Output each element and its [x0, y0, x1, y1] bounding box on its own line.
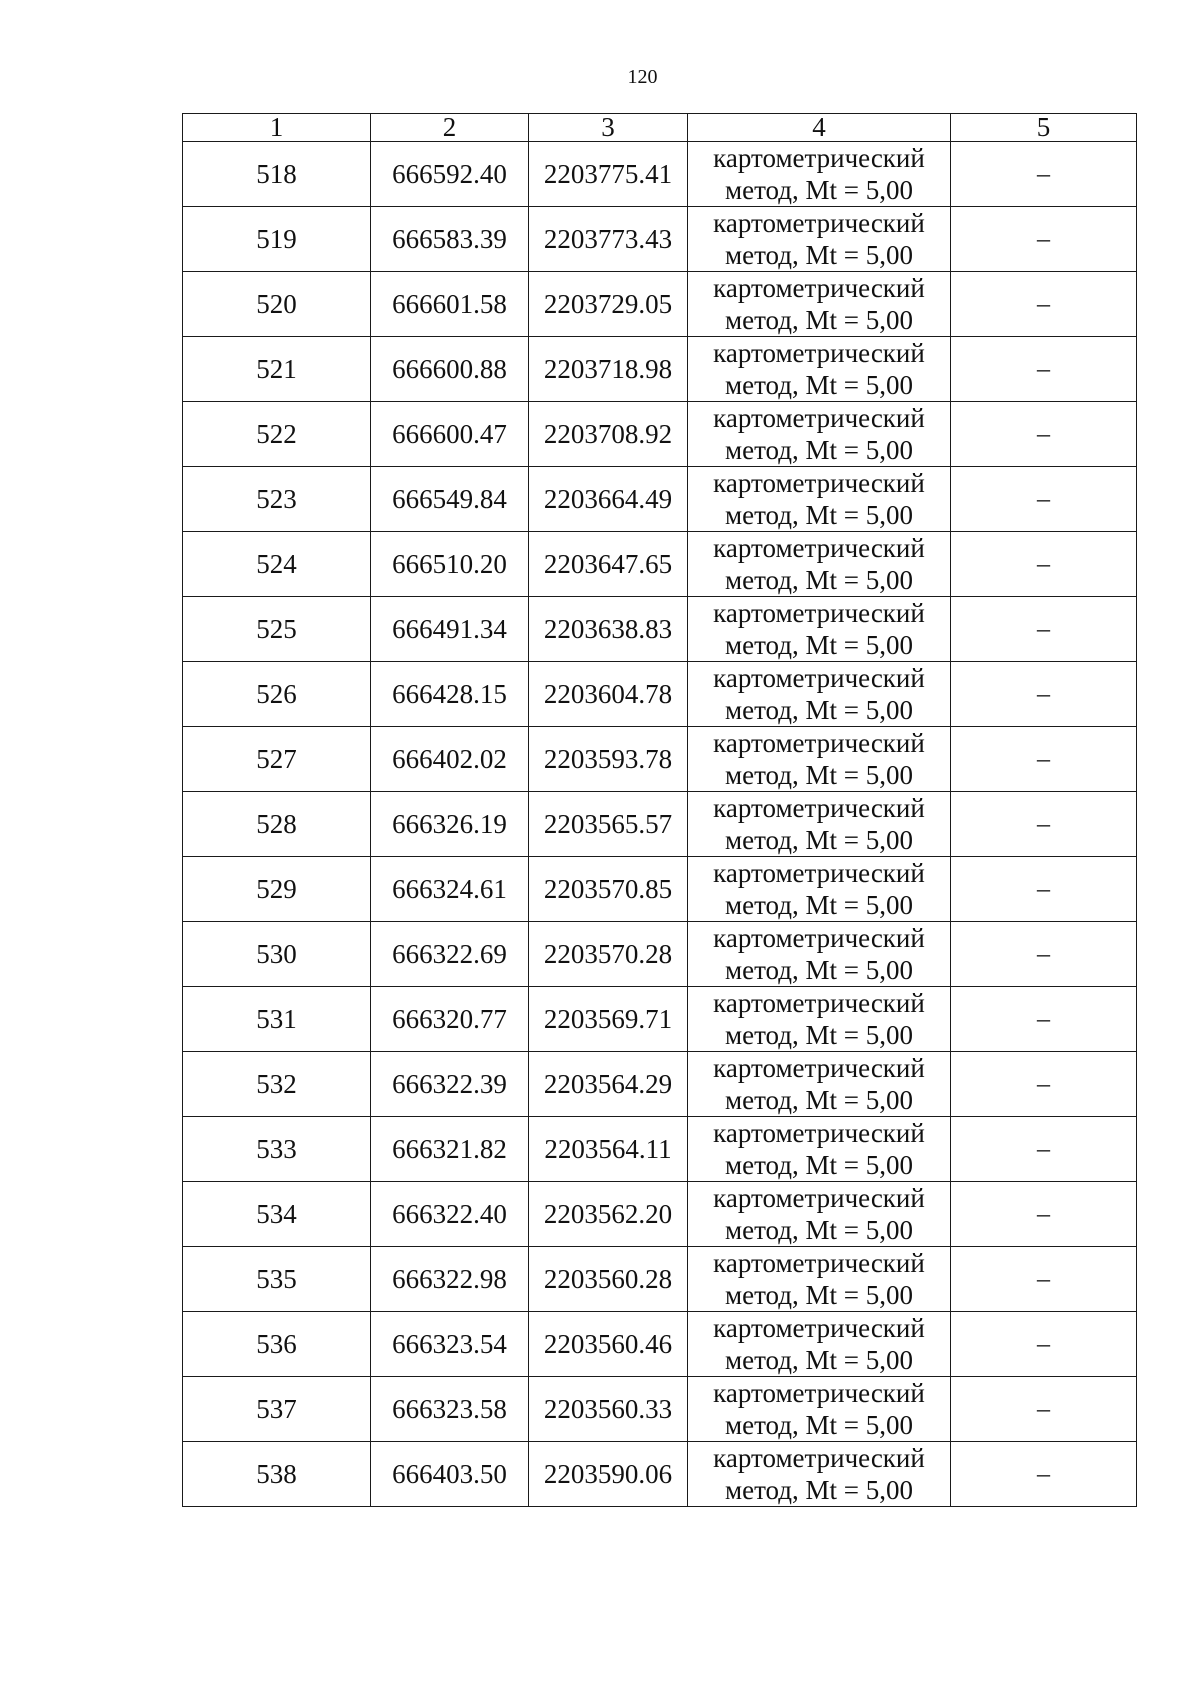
table-row: [183, 272, 1137, 337]
note-cell: –: [951, 467, 1137, 532]
method-line-2: метод, Mt = 5,00: [725, 1150, 913, 1180]
method-line-2: метод, Mt = 5,00: [725, 370, 913, 400]
x-coordinate-cell: 666326.19: [371, 792, 529, 857]
method-line-2: метод, Mt = 5,00: [725, 565, 913, 595]
method-cell: [688, 272, 951, 337]
method-line-1: картометрический: [713, 403, 925, 433]
method-line-1: картометрический: [713, 143, 925, 173]
y-coordinate-cell: 2203570.28: [529, 922, 688, 987]
y-coordinate-cell: 2203562.20: [529, 1182, 688, 1247]
method-cell: [688, 987, 951, 1052]
method-line-2: метод, Mt = 5,00: [725, 695, 913, 725]
point-number-cell: 525: [183, 597, 371, 662]
table-row: [183, 1377, 1137, 1442]
point-number-cell: 528: [183, 792, 371, 857]
table-row: [183, 402, 1137, 467]
method-cell: [688, 792, 951, 857]
method-line-2: метод, Mt = 5,00: [725, 1475, 913, 1505]
y-coordinate-cell: 2203564.29: [529, 1052, 688, 1117]
note-cell: –: [951, 1442, 1137, 1507]
method-line-1: картометрический: [713, 923, 925, 953]
table-row: [183, 1312, 1137, 1377]
method-line-1: картометрический: [713, 598, 925, 628]
x-coordinate-cell: 666323.54: [371, 1312, 529, 1377]
method-line-1: картометрический: [713, 338, 925, 368]
table-row: [183, 597, 1137, 662]
method-line-2: метод, Mt = 5,00: [725, 955, 913, 985]
method-line-1: картометрический: [713, 208, 925, 238]
method-line-1: картометрический: [713, 533, 925, 563]
table-row: [183, 207, 1137, 272]
header-row: [183, 114, 1137, 142]
note-cell: –: [951, 987, 1137, 1052]
note-cell: –: [951, 142, 1137, 207]
x-coordinate-cell: 666491.34: [371, 597, 529, 662]
method-line-1: картометрический: [713, 273, 925, 303]
table-row: [183, 467, 1137, 532]
y-coordinate-cell: 2203560.33: [529, 1377, 688, 1442]
method-line-2: метод, Mt = 5,00: [725, 175, 913, 205]
point-number-cell: 535: [183, 1247, 371, 1312]
note-cell: –: [951, 792, 1137, 857]
method-cell: [688, 402, 951, 467]
point-number-cell: 524: [183, 532, 371, 597]
table-row: [183, 1247, 1137, 1312]
point-number-cell: 523: [183, 467, 371, 532]
y-coordinate-cell: 2203638.83: [529, 597, 688, 662]
method-line-2: метод, Mt = 5,00: [725, 630, 913, 660]
header-cell-5: 5: [951, 114, 1137, 142]
method-line-1: картометрический: [713, 1313, 925, 1343]
y-coordinate-cell: 2203718.98: [529, 337, 688, 402]
method-cell: [688, 467, 951, 532]
method-line-2: метод, Mt = 5,00: [725, 305, 913, 335]
point-number-cell: 534: [183, 1182, 371, 1247]
method-cell: [688, 922, 951, 987]
x-coordinate-cell: 666510.20: [371, 532, 529, 597]
note-cell: –: [951, 1247, 1137, 1312]
method-line-1: картометрический: [713, 1248, 925, 1278]
method-line-2: метод, Mt = 5,00: [725, 1280, 913, 1310]
y-coordinate-cell: 2203647.65: [529, 532, 688, 597]
method-line-2: метод, Mt = 5,00: [725, 825, 913, 855]
method-cell: [688, 857, 951, 922]
y-coordinate-cell: 2203593.78: [529, 727, 688, 792]
method-line-1: картометрический: [713, 1118, 925, 1148]
y-coordinate-cell: 2203570.85: [529, 857, 688, 922]
note-cell: –: [951, 662, 1137, 727]
method-cell: [688, 727, 951, 792]
method-cell: [688, 597, 951, 662]
note-cell: –: [951, 727, 1137, 792]
point-number-cell: 536: [183, 1312, 371, 1377]
y-coordinate-cell: 2203664.49: [529, 467, 688, 532]
coordinates-table: [182, 113, 1137, 1507]
method-line-1: картометрический: [713, 728, 925, 758]
y-coordinate-cell: 2203773.43: [529, 207, 688, 272]
x-coordinate-cell: 666428.15: [371, 662, 529, 727]
x-coordinate-cell: 666323.58: [371, 1377, 529, 1442]
x-coordinate-cell: 666592.40: [371, 142, 529, 207]
point-number-cell: 532: [183, 1052, 371, 1117]
table-row: [183, 1052, 1137, 1117]
table-row: [183, 142, 1137, 207]
note-cell: –: [951, 532, 1137, 597]
note-cell: –: [951, 1052, 1137, 1117]
method-cell: [688, 337, 951, 402]
y-coordinate-cell: 2203560.46: [529, 1312, 688, 1377]
method-line-1: картометрический: [713, 793, 925, 823]
note-cell: –: [951, 1377, 1137, 1442]
y-coordinate-cell: 2203708.92: [529, 402, 688, 467]
note-cell: –: [951, 402, 1137, 467]
method-cell: [688, 532, 951, 597]
method-line-2: метод, Mt = 5,00: [725, 500, 913, 530]
method-line-1: картометрический: [713, 988, 925, 1018]
point-number-cell: 520: [183, 272, 371, 337]
x-coordinate-cell: 666549.84: [371, 467, 529, 532]
x-coordinate-cell: 666324.61: [371, 857, 529, 922]
table-row: [183, 532, 1137, 597]
table-row: [183, 337, 1137, 402]
method-cell: [688, 662, 951, 727]
method-cell: [688, 1377, 951, 1442]
x-coordinate-cell: 666403.50: [371, 1442, 529, 1507]
point-number-cell: 526: [183, 662, 371, 727]
note-cell: –: [951, 1312, 1137, 1377]
y-coordinate-cell: 2203604.78: [529, 662, 688, 727]
table-row: [183, 662, 1137, 727]
x-coordinate-cell: 666322.39: [371, 1052, 529, 1117]
method-cell: [688, 1247, 951, 1312]
method-cell: [688, 1182, 951, 1247]
point-number-cell: 531: [183, 987, 371, 1052]
note-cell: –: [951, 1117, 1137, 1182]
method-line-1: картометрический: [713, 1183, 925, 1213]
table-body: [183, 142, 1137, 1507]
table-row: [183, 792, 1137, 857]
y-coordinate-cell: 2203729.05: [529, 272, 688, 337]
point-number-cell: 521: [183, 337, 371, 402]
point-number-cell: 522: [183, 402, 371, 467]
y-coordinate-cell: 2203565.57: [529, 792, 688, 857]
method-line-2: метод, Mt = 5,00: [725, 1345, 913, 1375]
x-coordinate-cell: 666402.02: [371, 727, 529, 792]
method-line-2: метод, Mt = 5,00: [725, 760, 913, 790]
table-header: [183, 114, 1137, 142]
method-line-2: метод, Mt = 5,00: [725, 1085, 913, 1115]
note-cell: –: [951, 1182, 1137, 1247]
point-number-cell: 527: [183, 727, 371, 792]
note-cell: –: [951, 857, 1137, 922]
y-coordinate-cell: 2203590.06: [529, 1442, 688, 1507]
method-cell: [688, 207, 951, 272]
point-number-cell: 538: [183, 1442, 371, 1507]
table-row: [183, 1182, 1137, 1247]
method-line-1: картометрический: [713, 1443, 925, 1473]
method-cell: [688, 1312, 951, 1377]
method-line-1: картометрический: [713, 1053, 925, 1083]
header-cell-4: 4: [688, 114, 951, 142]
table-row: [183, 857, 1137, 922]
method-line-1: картометрический: [713, 858, 925, 888]
method-line-1: картометрический: [713, 663, 925, 693]
method-line-1: картометрический: [713, 1378, 925, 1408]
method-cell: [688, 1117, 951, 1182]
x-coordinate-cell: 666322.69: [371, 922, 529, 987]
table-row: [183, 1442, 1137, 1507]
y-coordinate-cell: 2203569.71: [529, 987, 688, 1052]
y-coordinate-cell: 2203564.11: [529, 1117, 688, 1182]
x-coordinate-cell: 666322.98: [371, 1247, 529, 1312]
method-line-2: метод, Mt = 5,00: [725, 1215, 913, 1245]
point-number-cell: 529: [183, 857, 371, 922]
point-number-cell: 537: [183, 1377, 371, 1442]
point-number-cell: 530: [183, 922, 371, 987]
note-cell: –: [951, 922, 1137, 987]
x-coordinate-cell: 666322.40: [371, 1182, 529, 1247]
method-cell: [688, 1442, 951, 1507]
x-coordinate-cell: 666320.77: [371, 987, 529, 1052]
y-coordinate-cell: 2203775.41: [529, 142, 688, 207]
note-cell: –: [951, 597, 1137, 662]
method-cell: [688, 142, 951, 207]
page-number: 120: [627, 66, 658, 88]
method-cell: [688, 1052, 951, 1117]
y-coordinate-cell: 2203560.28: [529, 1247, 688, 1312]
method-line-1: картометрический: [713, 468, 925, 498]
header-cell-3: 3: [529, 114, 688, 142]
method-line-2: метод, Mt = 5,00: [725, 1020, 913, 1050]
table-row: [183, 727, 1137, 792]
header-cell-1: 1: [183, 114, 371, 142]
header-cell-2: 2: [371, 114, 529, 142]
table-row: [183, 922, 1137, 987]
method-line-2: метод, Mt = 5,00: [725, 890, 913, 920]
method-line-2: метод, Mt = 5,00: [725, 435, 913, 465]
point-number-cell: 518: [183, 142, 371, 207]
x-coordinate-cell: 666583.39: [371, 207, 529, 272]
method-line-2: метод, Mt = 5,00: [725, 240, 913, 270]
table-row: [183, 987, 1137, 1052]
x-coordinate-cell: 666600.88: [371, 337, 529, 402]
x-coordinate-cell: 666601.58: [371, 272, 529, 337]
point-number-cell: 533: [183, 1117, 371, 1182]
method-line-2: метод, Mt = 5,00: [725, 1410, 913, 1440]
x-coordinate-cell: 666600.47: [371, 402, 529, 467]
x-coordinate-cell: 666321.82: [371, 1117, 529, 1182]
note-cell: –: [951, 272, 1137, 337]
point-number-cell: 519: [183, 207, 371, 272]
table-row: [183, 1117, 1137, 1182]
note-cell: –: [951, 207, 1137, 272]
note-cell: –: [951, 337, 1137, 402]
